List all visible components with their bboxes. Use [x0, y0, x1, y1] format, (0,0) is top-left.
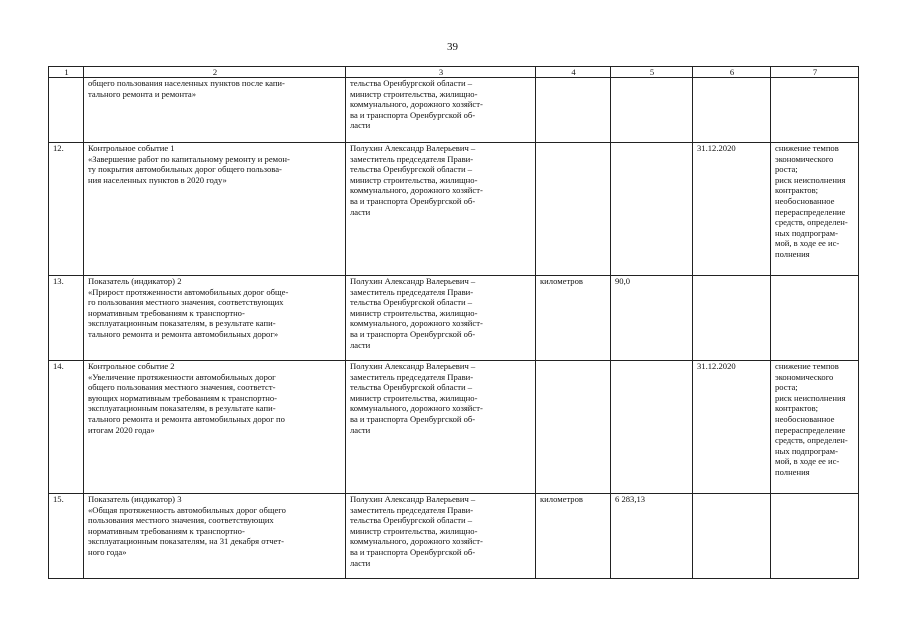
responsible-person: тельства Оренбургской области – министр строительства, жилищно- коммунального, дорожного хозяйст- ва и транспорта Оренбургской об- ласти — [346, 78, 536, 143]
deadline-date — [693, 494, 771, 579]
header-cell-5: 5 — [611, 67, 693, 78]
plan-table — [48, 66, 859, 579]
item-name: Показатель (индикатор) 3 «Общая протяженность автомобильных дорог общего пользования местного значения, соответствующих нормативным требованиям к транспортно- эксплуатационным показателям, на 31 декабря отчет- ного года» — [84, 494, 346, 579]
item-name: Контрольное событие 2 «Увеличение протяженности автомобильных дорог общего пользования местного значения, соответст- вующих нормативным требованиям к транспортно- эксплуатационным показателям, в результате капи- тального ремонта и ремонта автомобильных дорог по итогам 2020 года» — [84, 361, 346, 494]
row-number — [49, 78, 84, 143]
table-row — [49, 143, 859, 276]
planned-value: 6 283,13 — [611, 494, 693, 579]
row-number: 15. — [49, 494, 84, 579]
risks — [771, 276, 859, 361]
header-cell-1: 1 — [49, 67, 84, 78]
header-cell-2: 2 — [84, 67, 346, 78]
planned-value — [611, 143, 693, 276]
header-cell-3: 3 — [346, 67, 536, 78]
responsible-person: Полухин Александр Валерьевич – заместитель председателя Прави- тельства Оренбургской области – министр строительства, жилищно- коммунального, дорожного хозяйст- ва и транспорта Оренбургской об- ласти — [346, 494, 536, 579]
risks: снижение темпов экономического роста; риск неисполнения контрактов; необоснованное перераспределение средств, определен- ных подпрограм- мой, в ходе ее ис- полнения — [771, 143, 859, 276]
page-number: 39 — [447, 41, 458, 53]
table-row — [49, 78, 859, 143]
risks — [771, 494, 859, 579]
risks: снижение темпов экономического роста; риск неисполнения контрактов; необоснованное перераспределение средств, определен- ных подпрограм- мой, в ходе ее ис- полнения — [771, 361, 859, 494]
header-row — [49, 67, 859, 78]
item-name: Контрольное событие 1 «Завершение работ по капитальному ремонту и ремон- ту покрытия автомобильных дорог общего пользова- ния населенных пунктов в 2020 году» — [84, 143, 346, 276]
responsible-person: Полухин Александр Валерьевич – заместитель председателя Прави- тельства Оренбургской области – министр строительства, жилищно- коммунального, дорожного хозяйст- ва и транспорта Оренбургской об- ласти — [346, 143, 536, 276]
table-row — [49, 494, 859, 579]
planned-value — [611, 361, 693, 494]
item-name: Показатель (индикатор) 2 «Прирост протяженности автомобильных дорог обще- го пользования местного значения, соответствующих нормативным требованиям к транспортно- эксплуатационным показателям, в результате капи- тального ремонта и ремонта автомобильных дорог» — [84, 276, 346, 361]
deadline-date — [693, 78, 771, 143]
table-row — [49, 361, 859, 494]
unit-of-measure — [536, 143, 611, 276]
header-cell-6: 6 — [693, 67, 771, 78]
unit-of-measure — [536, 78, 611, 143]
deadline-date: 31.12.2020 — [693, 361, 771, 494]
responsible-person: Полухин Александр Валерьевич – заместитель председателя Прави- тельства Оренбургской области – министр строительства, жилищно- коммунального, дорожного хозяйст- ва и транспорта Оренбургской об- ласти — [346, 361, 536, 494]
row-number: 12. — [49, 143, 84, 276]
header-cell-7: 7 — [771, 67, 859, 78]
header-cell-4: 4 — [536, 67, 611, 78]
table-row — [49, 276, 859, 361]
row-number: 13. — [49, 276, 84, 361]
unit-of-measure — [536, 361, 611, 494]
deadline-date — [693, 276, 771, 361]
unit-of-measure: километров — [536, 276, 611, 361]
unit-of-measure: километров — [536, 494, 611, 579]
planned-value: 90,0 — [611, 276, 693, 361]
risks — [771, 78, 859, 143]
responsible-person: Полухин Александр Валерьевич – заместитель председателя Прави- тельства Оренбургской области – министр строительства, жилищно- коммунального, дорожного хозяйст- ва и транспорта Оренбургской об- ласти — [346, 276, 536, 361]
planned-value — [611, 78, 693, 143]
row-number: 14. — [49, 361, 84, 494]
deadline-date: 31.12.2020 — [693, 143, 771, 276]
item-name: общего пользования населенных пунктов после капи- тального ремонта и ремонта» — [84, 78, 346, 143]
